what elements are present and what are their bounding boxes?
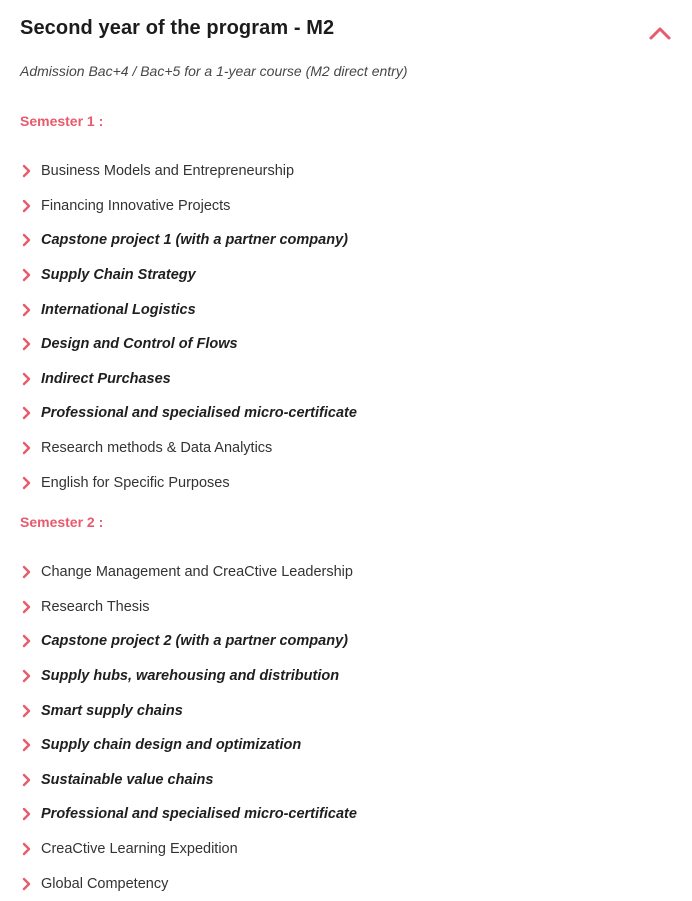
chevron-right-icon xyxy=(20,564,40,580)
chevron-right-icon xyxy=(20,737,40,753)
course-name: Financing Innovative Projects xyxy=(41,197,231,214)
course-item xyxy=(20,465,357,500)
course-item xyxy=(20,189,357,224)
course-item xyxy=(20,327,357,362)
course-name: Design and Control of Flows xyxy=(41,336,238,353)
course-name: Global Competency xyxy=(41,875,169,892)
accordion-header[interactable] xyxy=(20,17,672,47)
course-item xyxy=(20,624,357,659)
chevron-right-icon xyxy=(20,876,40,892)
chevron-right-icon xyxy=(20,232,40,248)
course-name: Professional and specialised micro-certificate xyxy=(41,405,357,422)
course-item xyxy=(20,832,357,867)
chevron-right-icon xyxy=(20,703,40,719)
chevron-right-icon xyxy=(20,599,40,615)
course-item xyxy=(20,431,357,466)
chevron-right-icon xyxy=(20,302,40,318)
course-name: Supply hubs, warehousing and distribution xyxy=(41,668,340,685)
course-name: Sustainable value chains xyxy=(41,771,214,788)
course-item xyxy=(20,396,357,431)
course-name: Change Management and CreaCtive Leadership xyxy=(41,564,353,581)
chevron-right-icon xyxy=(20,198,40,214)
semester-2-label: Semester 2 : xyxy=(20,514,104,530)
semester-1-label: Semester 1 : xyxy=(20,113,104,129)
course-name: Indirect Purchases xyxy=(41,370,171,387)
course-name: Business Models and Entrepreneurship xyxy=(41,163,295,180)
chevron-right-icon xyxy=(20,668,40,684)
chevron-right-icon xyxy=(20,371,40,387)
course-item xyxy=(20,693,357,728)
course-item xyxy=(20,728,357,763)
course-item xyxy=(20,763,357,798)
course-item xyxy=(20,555,357,590)
course-name: Capstone project 2 (with a partner company) xyxy=(41,633,348,650)
course-name: Smart supply chains xyxy=(41,702,183,719)
chevron-right-icon xyxy=(20,633,40,649)
chevron-up-icon[interactable] xyxy=(648,21,672,45)
course-name: Supply Chain Strategy xyxy=(41,267,196,284)
section-title: Second year of the program - M2 xyxy=(20,17,335,39)
course-item xyxy=(20,292,357,327)
course-name: Capstone project 1 (with a partner company) xyxy=(41,232,348,249)
chevron-right-icon xyxy=(20,163,40,179)
course-name: Supply chain design and optimization xyxy=(41,737,302,754)
course-name: Research methods & Data Analytics xyxy=(41,440,273,457)
course-name: English for Specific Purposes xyxy=(41,474,230,491)
chevron-right-icon xyxy=(20,267,40,283)
course-item xyxy=(20,362,357,397)
course-name: International Logistics xyxy=(41,301,196,318)
chevron-right-icon xyxy=(20,336,40,352)
course-item xyxy=(20,590,357,625)
chevron-right-icon xyxy=(20,475,40,491)
course-item xyxy=(20,797,357,832)
chevron-right-icon xyxy=(20,841,40,857)
course-item xyxy=(20,223,357,258)
course-item xyxy=(20,258,357,293)
course-name: Professional and specialised micro-certificate xyxy=(41,806,357,823)
admission-note: Admission Bac+4 / Bac+5 for a 1-year course (M2 direct entry) xyxy=(20,63,408,79)
chevron-right-icon xyxy=(20,772,40,788)
chevron-right-icon xyxy=(20,440,40,456)
chevron-right-icon xyxy=(20,806,40,822)
course-item xyxy=(20,154,357,189)
chevron-right-icon xyxy=(20,405,40,421)
course-name: CreaCtive Learning Expedition xyxy=(41,841,238,858)
course-name: Research Thesis xyxy=(41,598,150,615)
course-item xyxy=(20,866,357,901)
semester-1-course-list xyxy=(20,154,357,500)
semester-2-course-list xyxy=(20,555,357,901)
course-item xyxy=(20,659,357,694)
